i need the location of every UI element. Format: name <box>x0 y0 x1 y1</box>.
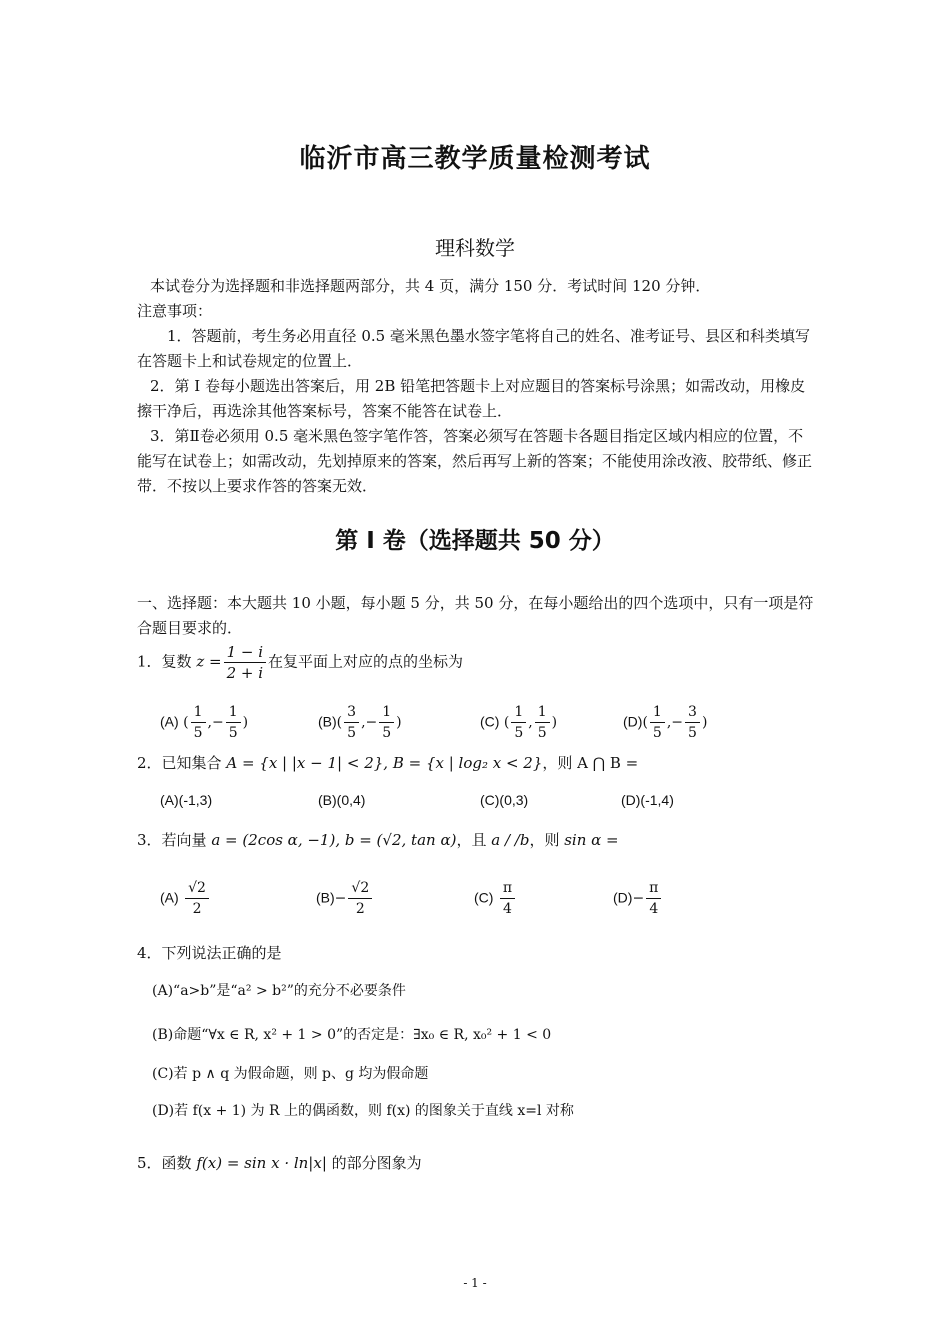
section-title: 第 I 卷（选择题共 50 分） <box>335 528 615 554</box>
option-a[interactable]: (A)(-1,3) <box>160 792 213 808</box>
question-4: 4．下列说法正确的是 <box>137 944 282 962</box>
note-2: 2．第 I 卷每小题选出答案后，用 2B 铅笔把答题卡上对应题目的答案标号涂黑；如需改动，用橡皮擦干净后，再选涂其他答案标号，答案不能答在试卷上． <box>137 377 806 420</box>
math-expr: a = (2cos α, −1), b = (√2, tan α) <box>211 831 457 849</box>
section-intro: 一、选择题：本大题共 10 小题，每小题 5 分，共 50 分，在每小题给出的四个选项中，只有一项是符合题目要求的． <box>137 594 814 637</box>
question-2: 2．已知集合 A = {x | |x − 1| < 2}, B = {x | log₂ x < 2}，则 A ⋂ B = <box>137 754 639 772</box>
intro-text: 本试卷分为选择题和非选择题两部分，共 4 页，满分 150 分．考试时间 120 分钟． <box>150 277 711 295</box>
math-expr: z = <box>196 652 222 671</box>
option-b[interactable]: (B)命题“∀x ∈ R, x² + 1 > 0”的否定是：∃x₀ ∈ R, x₀² + 1 < 0 <box>152 1027 552 1043</box>
notes-label: 注意事项： <box>137 302 213 320</box>
exam-title: 临沂市高三教学质量检测考试 <box>299 144 651 174</box>
exam-subtitle: 理科数学 <box>435 236 515 260</box>
option-a[interactable]: (A) ( $\frac{1}{5}$ ,− $\frac{1}{5}$ ) <box>160 704 249 741</box>
fraction: $\frac{1 - i}{2 + i}$ <box>224 642 266 683</box>
option-b[interactable]: (B)− $\frac{√2}{2}$ <box>316 878 374 919</box>
option-c[interactable]: (C)(0,3) <box>480 792 529 808</box>
option-c[interactable]: (C) ( $\frac{1}{5}$ , $\frac{1}{5}$ ) <box>480 704 558 741</box>
option-d[interactable]: (D)(-1,4) <box>621 792 674 808</box>
question-text: 复数 <box>161 652 192 671</box>
math-expr: f(x) = sin x · ln|x| <box>196 1154 327 1172</box>
option-d[interactable]: (D)若 f(x + 1) 为 R 上的偶函数，则 f(x) 的图象关于直线 x=l 对称 <box>152 1103 574 1119</box>
option-d[interactable]: (D)( $\frac{1}{5}$ ,− $\frac{3}{5}$ ) <box>623 704 708 741</box>
question-1 <box>137 642 463 683</box>
question-3: 3．若向量 a = (2cos α, −1), b = (√2, tan α)，且 a / /b，则 sin α = <box>137 831 619 849</box>
page-number: - 1 - <box>463 1276 487 1290</box>
option-c[interactable]: (C)若 p ∧ q 为假命题，则 p、g 均为假命题 <box>152 1066 429 1082</box>
option-b[interactable]: (B)( $\frac{3}{5}$ ,− $\frac{1}{5}$ ) <box>318 704 402 741</box>
option-c[interactable]: (C) $\frac{\pi}{4}$ <box>474 878 517 919</box>
question-5: 5．函数 f(x) = sin x · ln|x| 的部分图象为 <box>137 1154 422 1172</box>
option-b[interactable]: (B)(0,4) <box>318 792 366 808</box>
question-text: 在复平面上对应的点的坐标为 <box>268 652 464 671</box>
note-3: 3．第Ⅱ卷必须用 0.5 毫米黑色签字笔作答，答案必须写在答题卡各题目指定区域内相应的位置，不能写在试卷上；如需改动，先划掉原来的答案，然后再写上新的答案；不能使用涂改液、胶带纸、修正带．不按以上要求作答的答案无效． <box>137 427 813 495</box>
question-number: 1． <box>137 652 162 671</box>
note-1: 1．答题前，考生务必用直径 0.5 毫米黑色墨水签字笔将自己的姓名、准考证号、县区和科类填写在答题卡上和试卷规定的位置上． <box>137 327 810 370</box>
option-a[interactable]: (A) $\frac{√2}{2}$ <box>160 878 211 919</box>
math-expr: A = {x | |x − 1| < 2}, B = {x | log₂ x < 2} <box>226 754 543 772</box>
option-d[interactable]: (D)− $\frac{\pi}{4}$ <box>613 878 663 919</box>
option-a[interactable]: (A)“a>b”是“a² > b²”的充分不必要条件 <box>152 983 406 999</box>
